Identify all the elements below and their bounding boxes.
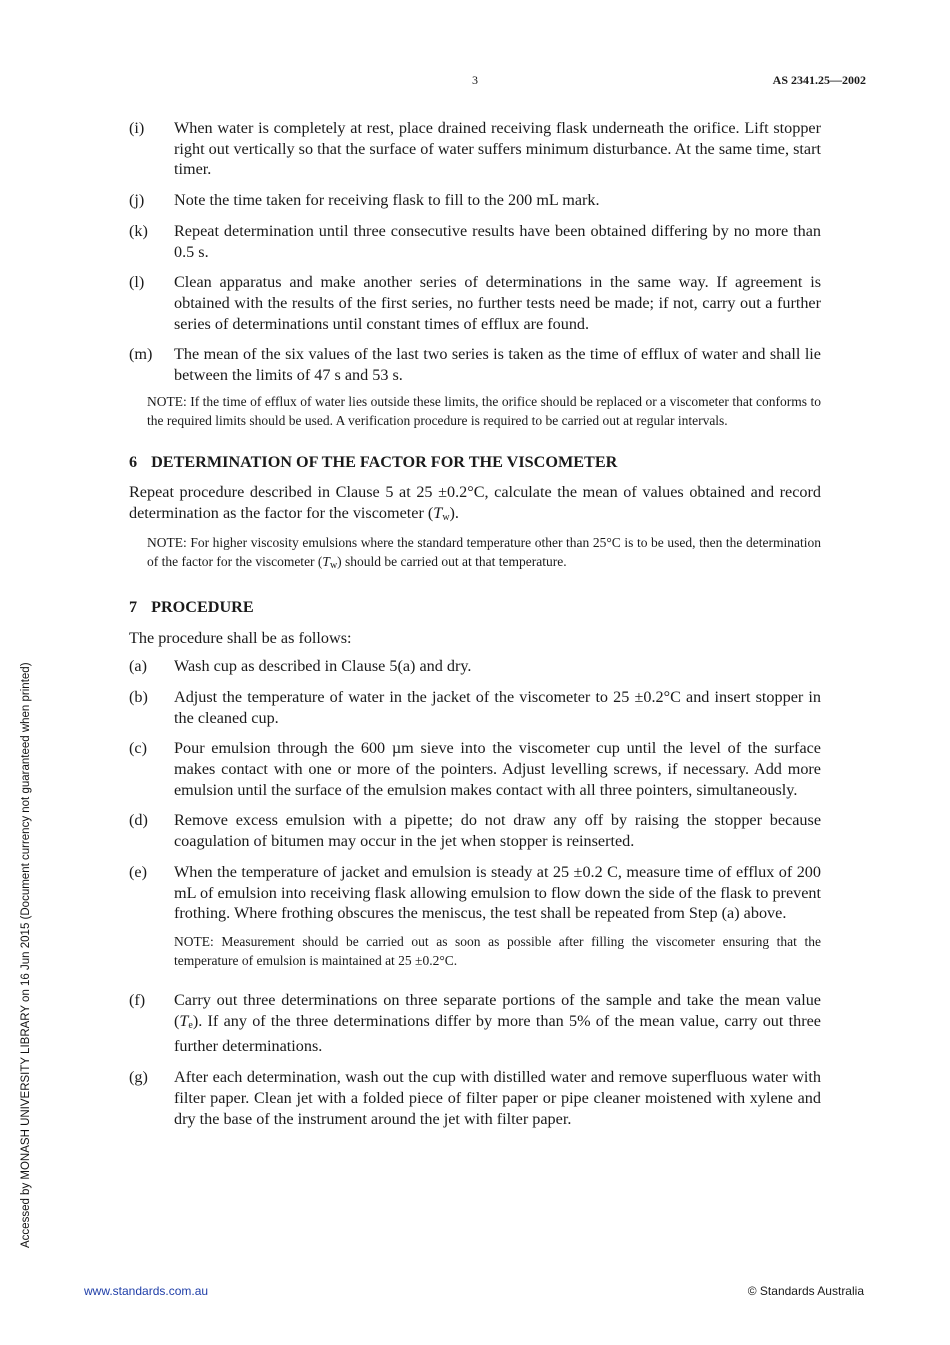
list-item: (i) When water is completely at rest, place drained receiving flask underneath the orifice. Lift stopper right out vertically so that the surface of water suffers minimum disturbance. At the same time, start timer. — [129, 119, 821, 179]
page-number: 3 — [472, 73, 478, 87]
section-7-intro: The procedure shall be as follows: — [129, 628, 352, 647]
list-item: (f) Carry out three determinations on three separate portions of the sample and take the mean value $(T_e)$. If any of the three determinations differ by more than 5% of the mean value, carry out three further determinations. — [129, 990, 821, 1056]
section-6-paragraph: Repeat procedure described in Clause 5 at 25 ±0.2°C, calculate the mean of values obtained and record determination as the factor for the viscometer $(T_w)$. — [129, 483, 821, 524]
list-item: (g) After each determination, wash out the cup with distilled water and remove superfluous water with filter paper. Clean jet with a folded piece of filter paper or pipe cleaner moistened with xylene and dry the base of the instrument around the jet with filter paper. — [129, 1068, 821, 1128]
list-item: (c) Pour emulsion through the 600 µm sieve into the viscometer cup until the level of the surface makes contact with one or more of the pointers. Adjust levelling screws, if necessary. Add more emulsion until the surface of the emulsion makes contact with all three pointers, simultaneously. — [129, 739, 821, 799]
list-item: (l) Clean apparatus and make another series of determinations in the same way. If agreement is obtained with the results of the first series, no further tests need be made; if not, carry out a further series of determinations until constant times of efflux are found. — [129, 273, 821, 333]
note-measurement: NOTE: Measurement should be carried out as soon as possible after filling the viscometer ensuring that the temperature of emulsion is maintained at 25 ±0.2°C. — [174, 933, 821, 968]
list-item: (a) Wash cup as described in Clause 5(a) and dry. — [129, 657, 472, 676]
standard-number: AS 2341.25—2002 — [772, 73, 866, 87]
note-water-limits: NOTE: If the time of efflux of water lies outside these limits, the orifice should be replaced or a viscometer that conforms to the required limits should be used. A verification procedure is required to be carried out at regular intervals. — [147, 393, 821, 428]
list-item: (e) When the temperature of jacket and emulsion is steady at 25 ±0.2 C, measure time of efflux of 200 mL of emulsion into receiving flask allowing emulsion to flow down the side of the flask to prevent frothing. Where frothing obscures the meniscus, the test shall be repeated from Step (a) above. NOTE: Measurement should be carried out as soon as possible after filling the viscometer ensuring that the temperature of emulsion is maintained at 25 ±0.2°C. — [129, 862, 821, 968]
document-body — [129, 118, 821, 1139]
section-7-heading: 7 PROCEDURE — [129, 597, 254, 616]
list-item: (d) Remove excess emulsion with a pipette; do not draw any off by raising the stopper because coagulation of bitumen may occur in the jet when stopper is reinserted. — [129, 811, 821, 851]
access-watermark: Accessed by MONASH UNIVERSITY LIBRARY on 16 Jun 2015 (Document currency not guaranteed when printed) — [20, 662, 32, 1248]
section-6-note: NOTE: For higher viscosity emulsions where the standard temperature other than 25°C is to be used, then the determination of the factor for the viscometer $(T_w)$ should be carried out at that temperature. — [147, 534, 821, 571]
list-item: (b) Adjust the temperature of water in the jacket of the viscometer to 25 ±0.2°C and insert stopper in the cleaned cup. — [129, 687, 821, 727]
footer-copyright: © Standards Australia — [747, 1284, 864, 1298]
list-item: (m) The mean of the six values of the last two series is taken as the time of efflux of water and shall lie between the limits of 47 s and 53 s. — [129, 345, 821, 385]
footer-link[interactable]: www.standards.com.au — [84, 1284, 209, 1298]
section-6-heading: 6 DETERMINATION OF THE FACTOR FOR THE VISCOMETER — [129, 452, 618, 471]
list-item: (j) Note the time taken for receiving flask to fill to the 200 mL mark. — [129, 191, 600, 210]
list-item: (k) Repeat determination until three consecutive results have been obtained differing by no more than 0.5 s. — [129, 221, 821, 261]
